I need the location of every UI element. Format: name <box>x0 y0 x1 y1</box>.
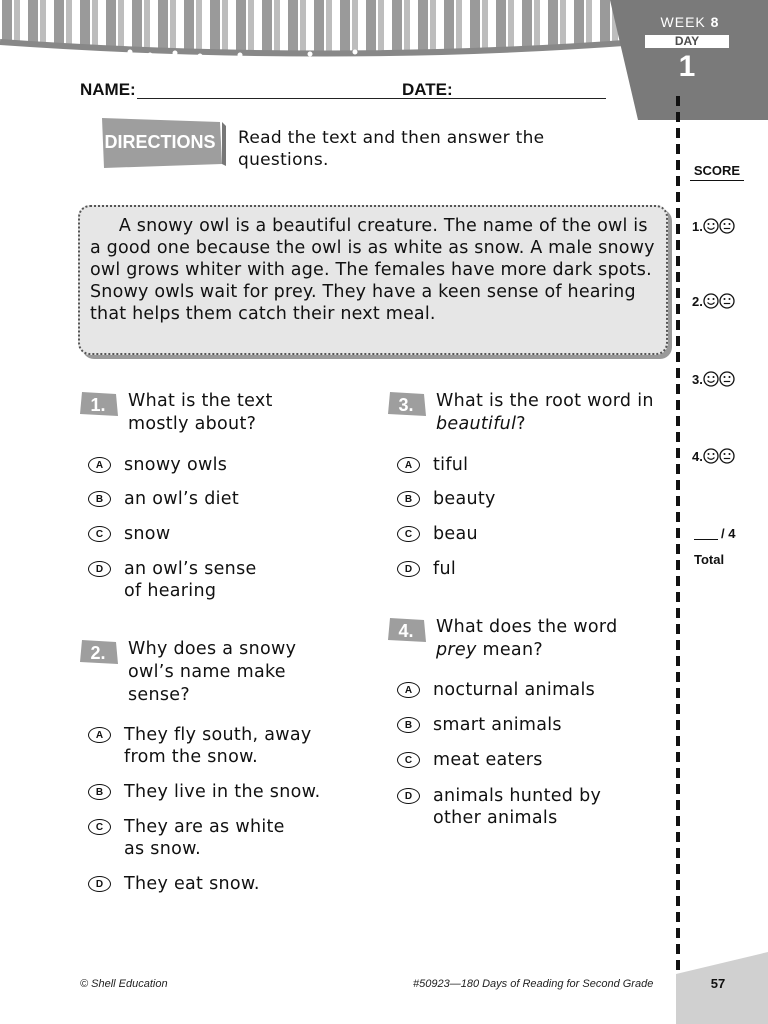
option-text: animals hunted by other animals <box>433 786 602 828</box>
passage-text: A snowy owl is a beautiful creature. The name of the owl is a good one because the owl is as white as snow. A male snowy owl grows whiter with age. The females have more dark spots. Snowy owls wait for prey. They have a keen sense of hearing that helps them catch their next meal. <box>90 216 655 324</box>
score-item-number: 4. <box>692 448 703 464</box>
question-4-option-a[interactable] <box>397 679 657 701</box>
score-item-4 <box>692 448 735 464</box>
directions-text: Read the text and then answer the questions. <box>238 128 545 170</box>
neutral-face-icon[interactable] <box>719 293 735 309</box>
answer-bubble[interactable]: B <box>88 491 111 507</box>
name-date-row <box>80 80 610 102</box>
italic-word: beautiful <box>436 414 517 434</box>
question-1-option-a[interactable] <box>88 454 348 476</box>
question-1-option-d[interactable] <box>88 558 288 602</box>
score-item-1 <box>692 218 735 234</box>
question-1-option-c[interactable] <box>88 523 348 545</box>
answer-bubble[interactable]: D <box>88 561 111 577</box>
date-field[interactable] <box>456 98 606 99</box>
option-text: They eat snow. <box>124 874 260 894</box>
question-4-number <box>388 616 428 644</box>
day-number: 1 <box>678 50 696 83</box>
option-text: nocturnal animals <box>433 680 596 700</box>
option-text: meat eaters <box>433 750 543 770</box>
page-number: 57 <box>710 976 726 991</box>
question-2-number <box>80 638 120 666</box>
total-denominator: / 4 <box>721 526 736 541</box>
question-2-option-c[interactable] <box>88 816 308 860</box>
italic-word: prey <box>436 640 477 660</box>
smiley-face-icon[interactable] <box>703 448 719 464</box>
question-4-option-d[interactable] <box>397 785 627 829</box>
answer-bubble[interactable]: D <box>397 561 420 577</box>
question-1-number <box>80 390 120 418</box>
date-label: DATE: <box>402 80 453 99</box>
total-blank[interactable] <box>694 539 718 540</box>
score-item-number: 1. <box>692 218 703 234</box>
svg-text:1.: 1. <box>90 395 106 415</box>
directions-tag-label: DIRECTIONS <box>104 132 216 152</box>
neutral-face-icon[interactable] <box>719 448 735 464</box>
footer-book-title: #50923—180 Days of Reading for Second Grade <box>413 978 654 990</box>
score-divider <box>676 96 680 1024</box>
smiley-face-icon[interactable] <box>703 293 719 309</box>
neutral-face-icon[interactable] <box>719 218 735 234</box>
question-1-text: What is the text mostly about? <box>128 391 273 434</box>
score-item-2 <box>692 293 735 309</box>
question-4-option-c[interactable] <box>397 749 657 771</box>
answer-bubble[interactable]: A <box>397 682 420 698</box>
answer-bubble[interactable]: C <box>397 526 420 542</box>
smiley-face-icon[interactable] <box>703 371 719 387</box>
question-3-option-a[interactable] <box>397 454 647 476</box>
option-text: ful <box>433 559 457 579</box>
question-1-option-b[interactable] <box>88 488 348 510</box>
question-3-text: What is the root word in beautiful? <box>436 391 654 434</box>
option-text: snow <box>124 524 171 544</box>
score-item-3 <box>692 371 735 387</box>
option-text: an owl’s sense of hearing <box>124 559 257 601</box>
question-3-option-d[interactable] <box>397 558 647 580</box>
total-score-field[interactable] <box>694 526 754 541</box>
question-3-number <box>388 390 428 418</box>
question-2-option-d[interactable] <box>88 873 338 895</box>
day-label: DAY <box>645 35 729 48</box>
option-text: smart animals <box>433 715 562 735</box>
answer-bubble[interactable]: A <box>88 727 111 743</box>
answer-bubble[interactable]: B <box>397 491 420 507</box>
neutral-face-icon[interactable] <box>719 371 735 387</box>
answer-bubble[interactable]: A <box>88 457 111 473</box>
question-4-option-b[interactable] <box>397 714 657 736</box>
option-text: They are as white as snow. <box>124 817 285 859</box>
option-text: beau <box>433 524 478 544</box>
question-3-option-b[interactable] <box>397 488 647 510</box>
svg-text:3.: 3. <box>398 395 414 415</box>
option-text: beauty <box>433 489 496 509</box>
score-item-number: 2. <box>692 293 703 309</box>
smiley-face-icon[interactable] <box>703 218 719 234</box>
question-4-text: What does the word prey mean? <box>436 617 618 660</box>
option-text: They live in the snow. <box>124 782 321 802</box>
option-text: snowy owls <box>124 455 228 475</box>
option-text: tiful <box>433 455 469 475</box>
question-2-text: Why does a snowy owl’s name make sense? <box>128 639 297 705</box>
answer-bubble[interactable]: C <box>397 752 420 768</box>
answer-bubble[interactable]: B <box>88 784 111 800</box>
question-2-option-a[interactable] <box>88 724 338 768</box>
option-text: They fly south, away from the snow. <box>124 725 312 767</box>
answer-bubble[interactable]: A <box>397 457 420 473</box>
score-heading: SCORE <box>690 163 744 181</box>
score-item-number: 3. <box>692 371 703 387</box>
answer-bubble[interactable]: C <box>88 526 111 542</box>
answer-bubble[interactable]: D <box>88 876 111 892</box>
option-text: an owl’s diet <box>124 489 240 509</box>
svg-text:2.: 2. <box>90 643 106 663</box>
directions-tag <box>96 114 226 170</box>
name-label: NAME: <box>80 80 136 99</box>
question-2-option-b[interactable] <box>88 781 358 803</box>
answer-bubble[interactable]: D <box>397 788 420 804</box>
svg-text:4.: 4. <box>398 621 414 641</box>
footer-publisher: © Shell Education <box>80 978 168 990</box>
answer-bubble[interactable]: C <box>88 819 111 835</box>
answer-bubble[interactable]: B <box>397 717 420 733</box>
total-label: Total <box>694 552 725 567</box>
question-3-option-c[interactable] <box>397 523 647 545</box>
week-label: WEEK 8 <box>660 14 720 30</box>
